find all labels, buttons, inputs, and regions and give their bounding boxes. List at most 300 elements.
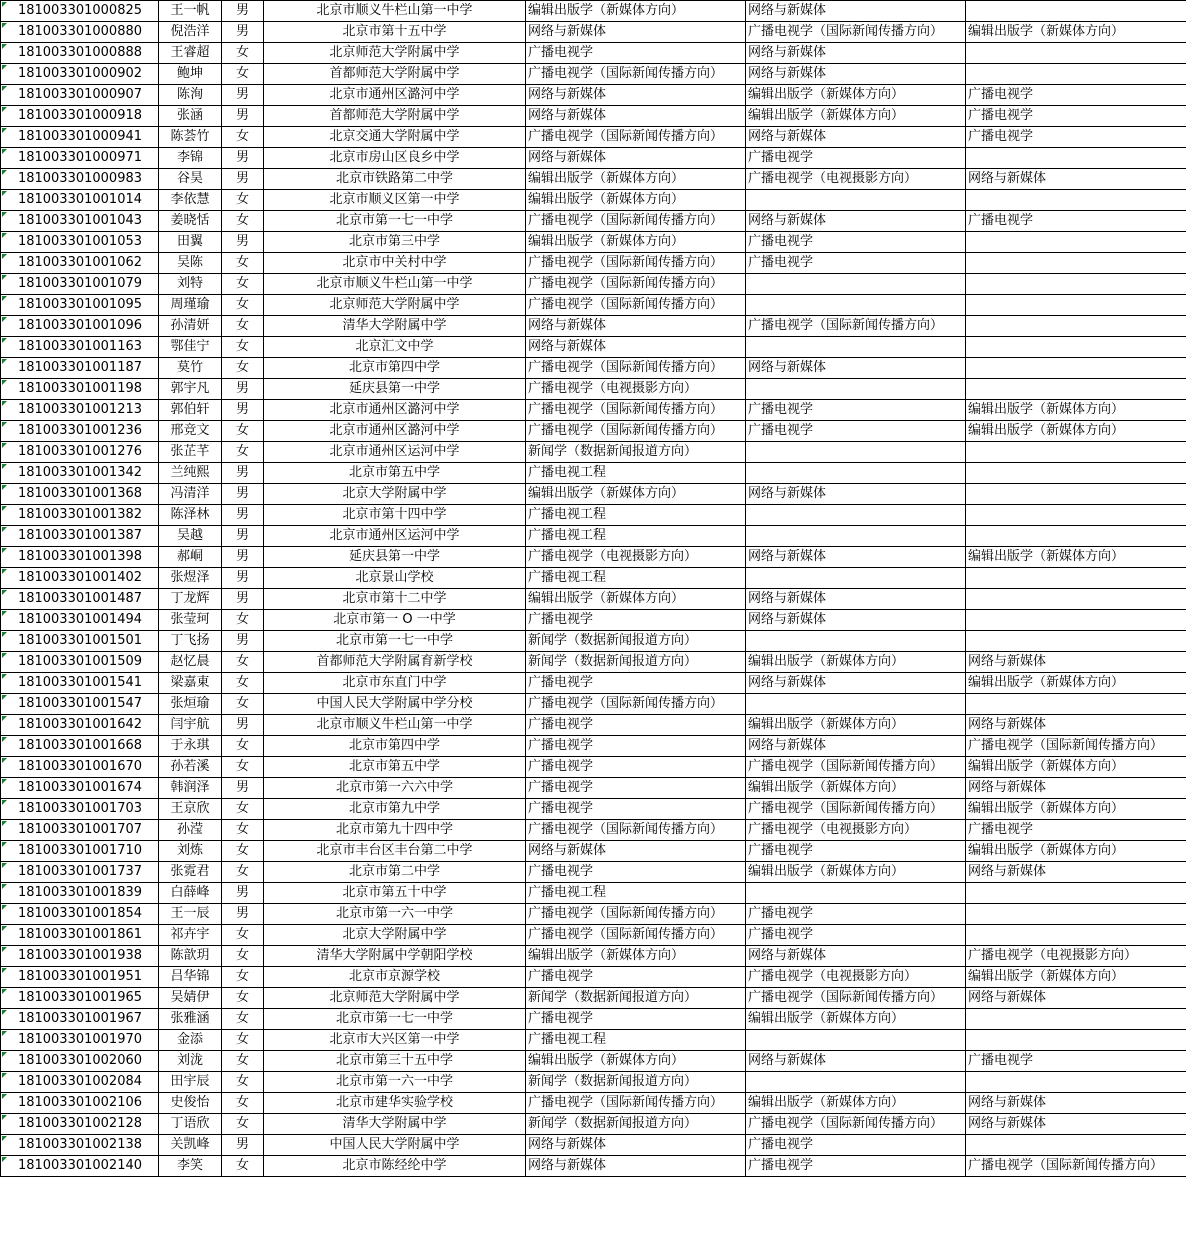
choice-3-cell [966, 925, 1186, 946]
school-cell: 北京市通州区运河中学 [264, 442, 526, 463]
name-cell: 孙若溪 [159, 757, 222, 778]
school-cell: 北京市第一七一中学 [264, 211, 526, 232]
choice-3-cell: 编辑出版学（新媒体方向） [966, 673, 1186, 694]
choice-2-cell: 网络与新媒体 [746, 211, 966, 232]
table-row [1, 316, 1186, 337]
choice-2-cell [746, 694, 966, 715]
choice-3-cell: 广播电视学 [966, 85, 1186, 106]
student-id-cell: 181003301000907 [1, 85, 159, 106]
choice-1-cell: 广播电视学（国际新闻传播方向） [526, 421, 746, 442]
school-cell: 北京市第十四中学 [264, 505, 526, 526]
choice-3-cell [966, 232, 1186, 253]
choice-2-cell [746, 505, 966, 526]
student-id-cell: 181003301001096 [1, 316, 159, 337]
choice-1-cell: 广播电视学（国际新闻传播方向） [526, 904, 746, 925]
choice-3-cell: 编辑出版学（新媒体方向） [966, 400, 1186, 421]
choice-2-cell: 编辑出版学（新媒体方向） [746, 778, 966, 799]
table-body [1, 1, 1186, 1177]
choice-1-cell: 编辑出版学（新媒体方向） [526, 190, 746, 211]
school-cell: 北京师范大学附属中学 [264, 988, 526, 1009]
choice-2-cell: 网络与新媒体 [746, 1051, 966, 1072]
gender-cell: 女 [222, 1009, 264, 1030]
choice-1-cell: 广播电视学 [526, 610, 746, 631]
choice-3-cell [966, 526, 1186, 547]
choice-1-cell: 编辑出版学（新媒体方向） [526, 946, 746, 967]
choice-1-cell: 编辑出版学（新媒体方向） [526, 589, 746, 610]
choice-1-cell: 广播电视学 [526, 43, 746, 64]
school-cell: 北京市第四中学 [264, 358, 526, 379]
choice-2-cell: 广播电视学（国际新闻传播方向） [746, 22, 966, 43]
choice-1-cell: 广播电视学 [526, 799, 746, 820]
table-row [1, 1156, 1186, 1177]
choice-2-cell [746, 379, 966, 400]
choice-3-cell: 广播电视学 [966, 1051, 1186, 1072]
choice-1-cell: 广播电视学（国际新闻传播方向） [526, 64, 746, 85]
choice-1-cell: 广播电视工程 [526, 1030, 746, 1051]
student-id-cell: 181003301001487 [1, 589, 159, 610]
choice-3-cell [966, 1030, 1186, 1051]
table-row [1, 379, 1186, 400]
table-row [1, 1135, 1186, 1156]
table-row [1, 883, 1186, 904]
choice-3-cell [966, 883, 1186, 904]
gender-cell: 女 [222, 358, 264, 379]
choice-2-cell: 广播电视学 [746, 148, 966, 169]
school-cell: 北京市丰台区丰台第二中学 [264, 841, 526, 862]
choice-2-cell: 广播电视学（国际新闻传播方向） [746, 757, 966, 778]
student-id-cell: 181003301001710 [1, 841, 159, 862]
table-row [1, 946, 1186, 967]
gender-cell: 女 [222, 757, 264, 778]
school-cell: 北京交通大学附属中学 [264, 127, 526, 148]
school-cell: 北京大学附属中学 [264, 925, 526, 946]
gender-cell: 女 [222, 967, 264, 988]
table-row [1, 820, 1186, 841]
gender-cell: 女 [222, 1051, 264, 1072]
gender-cell: 女 [222, 421, 264, 442]
choice-3-cell: 广播电视学 [966, 211, 1186, 232]
choice-3-cell [966, 568, 1186, 589]
choice-1-cell: 广播电视学 [526, 757, 746, 778]
choice-1-cell: 编辑出版学（新媒体方向） [526, 1051, 746, 1072]
school-cell: 北京市京源学校 [264, 967, 526, 988]
choice-1-cell: 广播电视学 [526, 673, 746, 694]
choice-3-cell [966, 43, 1186, 64]
choice-1-cell: 网络与新媒体 [526, 1156, 746, 1177]
school-cell: 中国人民大学附属中学 [264, 1135, 526, 1156]
table-row [1, 652, 1186, 673]
student-id-cell: 181003301001062 [1, 253, 159, 274]
choice-1-cell: 广播电视工程 [526, 883, 746, 904]
choice-1-cell: 广播电视学（国际新闻传播方向） [526, 400, 746, 421]
choice-2-cell [746, 463, 966, 484]
student-id-cell: 181003301001707 [1, 820, 159, 841]
choice-2-cell: 网络与新媒体 [746, 127, 966, 148]
table-row [1, 190, 1186, 211]
student-id-cell: 181003301000918 [1, 106, 159, 127]
table-row [1, 295, 1186, 316]
gender-cell: 女 [222, 64, 264, 85]
choice-1-cell: 广播电视学 [526, 736, 746, 757]
choice-1-cell: 网络与新媒体 [526, 337, 746, 358]
choice-2-cell: 网络与新媒体 [746, 736, 966, 757]
school-cell: 首都师范大学附属中学 [264, 106, 526, 127]
name-cell: 鄂佳宁 [159, 337, 222, 358]
table-row [1, 694, 1186, 715]
student-id-cell: 181003301002084 [1, 1072, 159, 1093]
table-row [1, 862, 1186, 883]
student-id-cell: 181003301001965 [1, 988, 159, 1009]
name-cell: 白薛峰 [159, 883, 222, 904]
choice-2-cell: 广播电视学 [746, 1135, 966, 1156]
student-id-cell: 181003301001494 [1, 610, 159, 631]
choice-1-cell: 广播电视学（国际新闻传播方向） [526, 694, 746, 715]
gender-cell: 男 [222, 148, 264, 169]
gender-cell: 女 [222, 127, 264, 148]
school-cell: 北京市顺义区第一中学 [264, 190, 526, 211]
name-cell: 张雅涵 [159, 1009, 222, 1030]
choice-1-cell: 广播电视学 [526, 715, 746, 736]
choice-3-cell [966, 148, 1186, 169]
choice-2-cell: 广播电视学 [746, 925, 966, 946]
school-cell: 北京市通州区潞河中学 [264, 400, 526, 421]
gender-cell: 女 [222, 862, 264, 883]
choice-2-cell: 网络与新媒体 [746, 610, 966, 631]
name-cell: 吴陈 [159, 253, 222, 274]
table-row [1, 841, 1186, 862]
table-row [1, 22, 1186, 43]
choice-3-cell: 编辑出版学（新媒体方向） [966, 841, 1186, 862]
gender-cell: 男 [222, 85, 264, 106]
student-id-cell: 181003301002060 [1, 1051, 159, 1072]
choice-1-cell: 广播电视工程 [526, 505, 746, 526]
student-id-cell: 181003301001382 [1, 505, 159, 526]
school-cell: 北京市第三中学 [264, 232, 526, 253]
table-row [1, 274, 1186, 295]
choice-2-cell: 编辑出版学（新媒体方向） [746, 652, 966, 673]
school-cell: 北京市建华实验学校 [264, 1093, 526, 1114]
student-id-cell: 181003301001951 [1, 967, 159, 988]
student-id-cell: 181003301000888 [1, 43, 159, 64]
table-row [1, 631, 1186, 652]
choice-3-cell: 网络与新媒体 [966, 862, 1186, 883]
gender-cell: 女 [222, 1114, 264, 1135]
school-cell: 北京市第五十中学 [264, 883, 526, 904]
choice-1-cell: 网络与新媒体 [526, 841, 746, 862]
choice-3-cell [966, 505, 1186, 526]
gender-cell: 男 [222, 400, 264, 421]
school-cell: 北京市通州区潞河中学 [264, 421, 526, 442]
school-cell: 延庆县第一中学 [264, 547, 526, 568]
table-row [1, 589, 1186, 610]
choice-2-cell: 广播电视学 [746, 841, 966, 862]
choice-3-cell: 编辑出版学（新媒体方向） [966, 421, 1186, 442]
name-cell: 田宇辰 [159, 1072, 222, 1093]
gender-cell: 女 [222, 211, 264, 232]
choice-3-cell: 编辑出版学（新媒体方向） [966, 547, 1186, 568]
gender-cell: 男 [222, 484, 264, 505]
choice-1-cell: 编辑出版学（新媒体方向） [526, 1, 746, 22]
choice-2-cell: 广播电视学 [746, 232, 966, 253]
table-row [1, 736, 1186, 757]
choice-3-cell: 编辑出版学（新媒体方向） [966, 799, 1186, 820]
choice-1-cell: 广播电视工程 [526, 463, 746, 484]
gender-cell: 男 [222, 526, 264, 547]
school-cell: 北京市第十五中学 [264, 22, 526, 43]
choice-3-cell [966, 442, 1186, 463]
choice-3-cell: 编辑出版学（新媒体方向） [966, 22, 1186, 43]
gender-cell: 女 [222, 337, 264, 358]
student-id-cell: 181003301000941 [1, 127, 159, 148]
gender-cell: 女 [222, 274, 264, 295]
choice-3-cell [966, 274, 1186, 295]
student-id-cell: 181003301000880 [1, 22, 159, 43]
choice-3-cell [966, 694, 1186, 715]
table-row [1, 925, 1186, 946]
school-cell: 北京市中关村中学 [264, 253, 526, 274]
school-cell: 北京市第一 O 一中学 [264, 610, 526, 631]
school-cell: 北京市房山区良乡中学 [264, 148, 526, 169]
gender-cell: 女 [222, 652, 264, 673]
choice-2-cell: 网络与新媒体 [746, 547, 966, 568]
name-cell: 谷昊 [159, 169, 222, 190]
name-cell: 张煜泽 [159, 568, 222, 589]
choice-1-cell: 广播电视学（国际新闻传播方向） [526, 358, 746, 379]
choice-3-cell [966, 64, 1186, 85]
table-row [1, 988, 1186, 1009]
name-cell: 王睿超 [159, 43, 222, 64]
name-cell: 吴越 [159, 526, 222, 547]
table-row [1, 715, 1186, 736]
name-cell: 丁龙辉 [159, 589, 222, 610]
choice-3-cell [966, 295, 1186, 316]
school-cell: 北京市第一六六中学 [264, 778, 526, 799]
choice-2-cell: 广播电视学 [746, 904, 966, 925]
gender-cell: 女 [222, 1093, 264, 1114]
gender-cell: 女 [222, 841, 264, 862]
student-id-cell: 181003301001509 [1, 652, 159, 673]
table-row [1, 1072, 1186, 1093]
name-cell: 闫宇航 [159, 715, 222, 736]
name-cell: 刘特 [159, 274, 222, 295]
choice-3-cell: 网络与新媒体 [966, 715, 1186, 736]
school-cell: 首都师范大学附属中学 [264, 64, 526, 85]
choice-3-cell [966, 904, 1186, 925]
student-id-cell: 181003301000825 [1, 1, 159, 22]
choice-1-cell: 新闻学（数据新闻报道方向） [526, 1114, 746, 1135]
choice-2-cell [746, 190, 966, 211]
gender-cell: 男 [222, 505, 264, 526]
student-id-cell: 181003301002106 [1, 1093, 159, 1114]
table-row [1, 610, 1186, 631]
school-cell: 北京市顺义牛栏山第一中学 [264, 1, 526, 22]
school-cell: 北京市第五中学 [264, 463, 526, 484]
choice-1-cell: 广播电视学（国际新闻传播方向） [526, 295, 746, 316]
name-cell: 张莹珂 [159, 610, 222, 631]
table-row [1, 778, 1186, 799]
choice-2-cell [746, 568, 966, 589]
table-row [1, 673, 1186, 694]
choice-3-cell [966, 463, 1186, 484]
choice-2-cell: 广播电视学（电视摄影方向） [746, 967, 966, 988]
table-row [1, 43, 1186, 64]
name-cell: 鲍坤 [159, 64, 222, 85]
choice-1-cell: 广播电视学 [526, 967, 746, 988]
choice-3-cell: 编辑出版学（新媒体方向） [966, 967, 1186, 988]
school-cell: 延庆县第一中学 [264, 379, 526, 400]
student-id-cell: 181003301001839 [1, 883, 159, 904]
student-id-cell: 181003301001670 [1, 757, 159, 778]
name-cell: 莫竹 [159, 358, 222, 379]
choice-3-cell [966, 1135, 1186, 1156]
choice-2-cell: 广播电视学 [746, 1156, 966, 1177]
choice-2-cell: 广播电视学（国际新闻传播方向） [746, 1114, 966, 1135]
name-cell: 郝峒 [159, 547, 222, 568]
name-cell: 王一帆 [159, 1, 222, 22]
choice-1-cell: 广播电视学（国际新闻传播方向） [526, 274, 746, 295]
name-cell: 赵忆晨 [159, 652, 222, 673]
gender-cell: 女 [222, 610, 264, 631]
student-id-cell: 181003301001642 [1, 715, 159, 736]
school-cell: 北京师范大学附属中学 [264, 295, 526, 316]
student-id-cell: 181003301001501 [1, 631, 159, 652]
student-id-cell: 181003301001095 [1, 295, 159, 316]
choice-2-cell: 广播电视学 [746, 400, 966, 421]
choice-2-cell: 编辑出版学（新媒体方向） [746, 106, 966, 127]
student-id-cell: 181003301001187 [1, 358, 159, 379]
school-cell: 首都师范大学附属育新学校 [264, 652, 526, 673]
choice-3-cell [966, 1009, 1186, 1030]
choice-3-cell [966, 379, 1186, 400]
choice-1-cell: 网络与新媒体 [526, 106, 746, 127]
choice-1-cell: 新闻学（数据新闻报道方向） [526, 631, 746, 652]
gender-cell: 女 [222, 925, 264, 946]
choice-2-cell: 网络与新媒体 [746, 358, 966, 379]
name-cell: 张烜瑜 [159, 694, 222, 715]
choice-3-cell [966, 484, 1186, 505]
table-row [1, 1009, 1186, 1030]
table-row [1, 526, 1186, 547]
name-cell: 陈洵 [159, 85, 222, 106]
choice-1-cell: 广播电视学（电视摄影方向） [526, 379, 746, 400]
choice-1-cell: 广播电视学（国际新闻传播方向） [526, 820, 746, 841]
choice-3-cell: 网络与新媒体 [966, 169, 1186, 190]
student-id-cell: 181003301001276 [1, 442, 159, 463]
student-id-cell: 181003301001861 [1, 925, 159, 946]
choice-1-cell: 广播电视学 [526, 862, 746, 883]
gender-cell: 女 [222, 946, 264, 967]
table-row [1, 211, 1186, 232]
gender-cell: 男 [222, 22, 264, 43]
school-cell: 北京市通州区运河中学 [264, 526, 526, 547]
gender-cell: 男 [222, 589, 264, 610]
table-row [1, 85, 1186, 106]
name-cell: 郭伯轩 [159, 400, 222, 421]
gender-cell: 女 [222, 694, 264, 715]
name-cell: 吕华锦 [159, 967, 222, 988]
school-cell: 北京市第九中学 [264, 799, 526, 820]
choice-1-cell: 新闻学（数据新闻报道方向） [526, 442, 746, 463]
school-cell: 北京市东直门中学 [264, 673, 526, 694]
student-id-cell: 181003301001368 [1, 484, 159, 505]
table-row [1, 106, 1186, 127]
gender-cell: 男 [222, 883, 264, 904]
name-cell: 张霓君 [159, 862, 222, 883]
choice-3-cell: 编辑出版学（新媒体方向） [966, 757, 1186, 778]
gender-cell: 女 [222, 1156, 264, 1177]
choice-2-cell [746, 631, 966, 652]
student-id-cell: 181003301000971 [1, 148, 159, 169]
choice-1-cell: 编辑出版学（新媒体方向） [526, 232, 746, 253]
school-cell: 北京市第九十四中学 [264, 820, 526, 841]
choice-2-cell: 广播电视学 [746, 253, 966, 274]
table-row [1, 148, 1186, 169]
table-row [1, 904, 1186, 925]
choice-2-cell: 广播电视学（电视摄影方向） [746, 169, 966, 190]
school-cell: 北京市通州区潞河中学 [264, 85, 526, 106]
choice-1-cell: 网络与新媒体 [526, 22, 746, 43]
gender-cell: 女 [222, 1072, 264, 1093]
choice-2-cell: 广播电视学（国际新闻传播方向） [746, 988, 966, 1009]
name-cell: 吴婧伊 [159, 988, 222, 1009]
name-cell: 金添 [159, 1030, 222, 1051]
name-cell: 田翼 [159, 232, 222, 253]
student-id-cell: 181003301001668 [1, 736, 159, 757]
table-row [1, 169, 1186, 190]
name-cell: 倪浩洋 [159, 22, 222, 43]
choice-2-cell: 网络与新媒体 [746, 946, 966, 967]
choice-3-cell [966, 337, 1186, 358]
student-id-cell: 181003301001938 [1, 946, 159, 967]
gender-cell: 男 [222, 715, 264, 736]
gender-cell: 女 [222, 820, 264, 841]
choice-2-cell [746, 526, 966, 547]
choice-1-cell: 广播电视学（国际新闻传播方向） [526, 253, 746, 274]
name-cell: 王一辰 [159, 904, 222, 925]
name-cell: 丁飞扬 [159, 631, 222, 652]
gender-cell: 男 [222, 232, 264, 253]
table-row [1, 127, 1186, 148]
table-row [1, 505, 1186, 526]
choice-1-cell: 编辑出版学（新媒体方向） [526, 484, 746, 505]
student-id-cell: 181003301001163 [1, 337, 159, 358]
school-cell: 清华大学附属中学 [264, 316, 526, 337]
choice-3-cell: 广播电视学 [966, 106, 1186, 127]
choice-3-cell: 网络与新媒体 [966, 652, 1186, 673]
gender-cell: 男 [222, 778, 264, 799]
school-cell: 北京市大兴区第一中学 [264, 1030, 526, 1051]
table-row [1, 1051, 1186, 1072]
gender-cell: 女 [222, 316, 264, 337]
school-cell: 北京市陈经纶中学 [264, 1156, 526, 1177]
choice-2-cell [746, 274, 966, 295]
table-row [1, 232, 1186, 253]
name-cell: 刘泷 [159, 1051, 222, 1072]
gender-cell: 女 [222, 1030, 264, 1051]
name-cell: 陈荟竹 [159, 127, 222, 148]
student-id-cell: 181003301001970 [1, 1030, 159, 1051]
school-cell: 北京市第一七一中学 [264, 1009, 526, 1030]
choice-2-cell: 编辑出版学（新媒体方向） [746, 1093, 966, 1114]
student-id-cell: 181003301002128 [1, 1114, 159, 1135]
choice-3-cell [966, 589, 1186, 610]
gender-cell: 男 [222, 106, 264, 127]
name-cell: 邢竞文 [159, 421, 222, 442]
school-cell: 北京市顺义牛栏山第一中学 [264, 715, 526, 736]
table-row [1, 757, 1186, 778]
table-row [1, 1, 1186, 22]
name-cell: 丁语欣 [159, 1114, 222, 1135]
